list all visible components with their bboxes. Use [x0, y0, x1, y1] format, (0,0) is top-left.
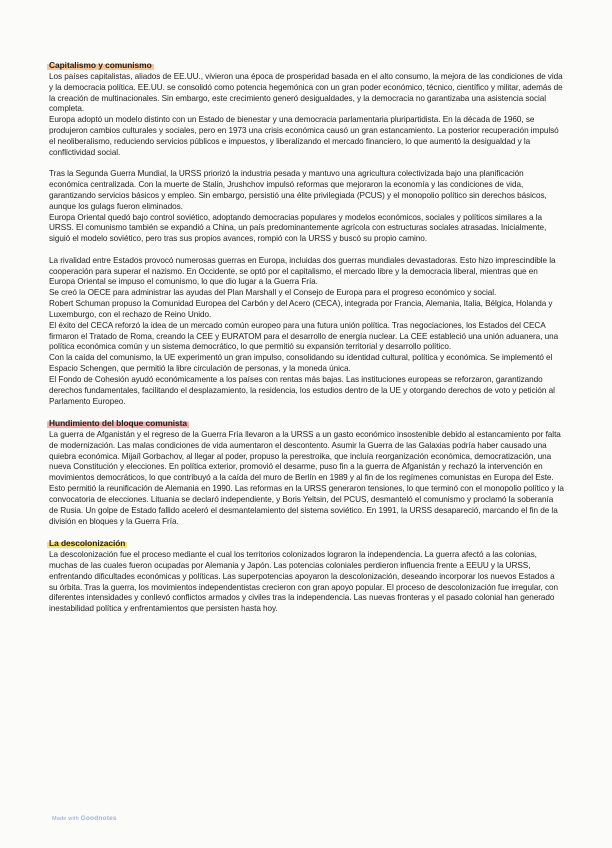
- watermark-prefix: Made with: [52, 816, 79, 822]
- section-heading: Hundimiento del bloque comunista: [49, 418, 187, 429]
- paragraph: Robert Schuman propuso la Comunidad Europea del Carbón y del Acero (CECA), integrada por Francia, Alemania, Italia, Bélgica, Holanda y Luxemburgo, con el rechazo de Reino Unido.: [49, 299, 553, 319]
- document-page: [49, 60, 564, 626]
- paragraph: El Fondo de Cohesión ayudó económicamente a los países con rentas más bajas. Las instituciones europeas se reforzaron, garantizando derechos fundamentales, facilitando el desplazamiento, la residencia, los estudios dentro de la UE y otorgando derechos de voto y petición al Parlamento Europeo.: [49, 374, 555, 406]
- watermark-brand: Goodnotes: [80, 815, 117, 822]
- section-heading: Capitalismo y comunismo: [49, 60, 152, 70]
- section-descolonizacion: [49, 538, 564, 615]
- section-hundimiento: [49, 418, 564, 527]
- paragraph-gap: [49, 245, 564, 256]
- goodnotes-watermark: [52, 815, 117, 822]
- paragraph: Con la caída del comunismo, la UE experimentó un gran impulso, consolidando su identidad cultural, política y económica. Se implementó el Espacio Schengen, que permitió la libre circulación de personas, y la moneda única.: [49, 353, 553, 374]
- paragraph: La rivalidad entre Estados provocó numerosas guerras en Europa, incluidas dos guerras mundiales devastadoras. Esto hizo imprescindible la cooperación para superar el nazismo. En Occidente, se optó por el capitalismo, el mercado libre y la democracia liberal, mientras que en Europa Oriental se impuso el comunismo, lo que dio lugar a la Guerra Fría.: [49, 255, 556, 287]
- paragraph-gap: [49, 159, 564, 170]
- paragraph: Tras la Segunda Guerra Mundial, la URSS priorizó la industria pesada y mantuvo una agricultura colectivizada bajo una planificación económica centralizada. Con la muerte de Stalin, Jrushchov impulsó reformas que mejoraron la economía y las condiciones de vida, garantizando servicios básicos y empleo. Sin embargo, persistió una élite privilegiada (PCUS) y el monopolio político sin derechos básicos, aunque los gulags fueron eliminados.: [49, 169, 547, 211]
- paragraph: Se creó la OECE para administrar las ayudas del Plan Marshall y el Consejo de Europa para el progreso económico y social.: [49, 288, 497, 298]
- paragraph: Los países capitalistas, aliados de EE.UU., vivieron una época de prosperidad basada en el alto consumo, la mejora de las condiciones de vida y la democracia política. EE.UU. se consolidó como potencia hegemónica con un gran poder económico, técnico, científico y militar, además de la creación de multinacionales. Sin embargo, este crecimiento generó desigualdades, y la democracia no garantizaba una asistencia social completa.: [49, 71, 563, 114]
- section-capitalismo: [49, 60, 564, 408]
- paragraph: La descolonización fue el proceso mediante el cual los territorios colonizados lograron la independencia. La guerra afectó a las colonias, muchas de las cuales fueron ocupadas por Alemania y Japón. Las potencias coloniales perdieron influencia frente a EEUU y la URSS, enfrentando dificultades económicas y políticas. Las superpotencias apoyaron la descolonización, deseando incorporar los nuevos Estados a su órbita. Tras la guerra, los movimientos independentistas crecieron con gran apoyo popular. El proceso de descolonización fue irregular, con diferentes intensidades y conllevó conflictos armados y civiles tras la independencia. Las nuevas fronteras y el pasado colonial han generado inestabilidad política y enfrentamientos que persisten hasta hoy.: [49, 549, 559, 614]
- paragraph: El éxito del CECA reforzó la idea de un mercado común europeo para una futura unión política. Tras negociaciones, los Estados del CECA firmaron el Tratado de Roma, creando la CEE y EURATOM para el desarrollo de energía nuclear. La CEE estableció una unión aduanera, una política económica común y un sistema democrático, lo que permitió su expansión territorial y desarrollo político.: [49, 320, 559, 352]
- section-heading: La descolonización: [49, 538, 126, 549]
- paragraph: Europa Oriental quedó bajo control soviético, adoptando democracias populares y modelos económicos, sociales y políticos similares a la URSS. El comunismo también se expandió a China, un país predominantemente agrícola con estructuras sociales atrasadas. Inicialmente, siguió el modelo soviético, pero tras sus propios avances, rompió con la URSS y buscó su propio camino.: [49, 212, 547, 244]
- paragraph: La guerra de Afganistán y el regreso de la Guerra Fría llevaron a la URSS a un gasto económico insostenible debido al estancamiento por falta de modernización. Las malas condiciones de vida aumentaron el descontento. Asumir la Guerra de las Galaxias podría haber causado una quiebra económica. Mijaíl Gorbachov, al llegar al poder, propuso la perestroika, que incluía reorganización económica, democratización, una nueva Constitución y elecciones. En política exterior, promovió el desarme, puso fin a la guerra de Afganistán y rechazó la intervención en movimientos democráticos, lo que contribuyó a la caída del muro de Berlín en 1989 y al fin de los regímenes comunistas en Europa del Este. Esto permitió la reunificación de Alemania en 1990. Las reformas en la URSS generaron tensiones, lo que terminó con el monopolio político y la convocatoria de elecciones. Lituania se declaró independiente, y Boris Yeltsin, del PCUS, desmanteló el comunismo y proclamó la soberanía de Rusia. Un golpe de Estado fallido aceleró el desmantelamiento del sistema soviético. En 1991, la URSS desapareció, marcando el fin de la división en bloques y la Guerra Fría.: [49, 429, 564, 526]
- paragraph: Europa adoptó un modelo distinto con un Estado de bienestar y una democracia parlamentaria pluripartidista. En la década de 1960, se produjeron cambios culturales y sociales, pero en 1973 una crisis económica causó un gran estancamiento. La posterior recuperación impulsó el neoliberalismo, reduciendo servicios públicos e impuestos, y liberalizando el mercado financiero, lo que aumentó la desigualdad y la conflictividad social.: [49, 115, 559, 157]
